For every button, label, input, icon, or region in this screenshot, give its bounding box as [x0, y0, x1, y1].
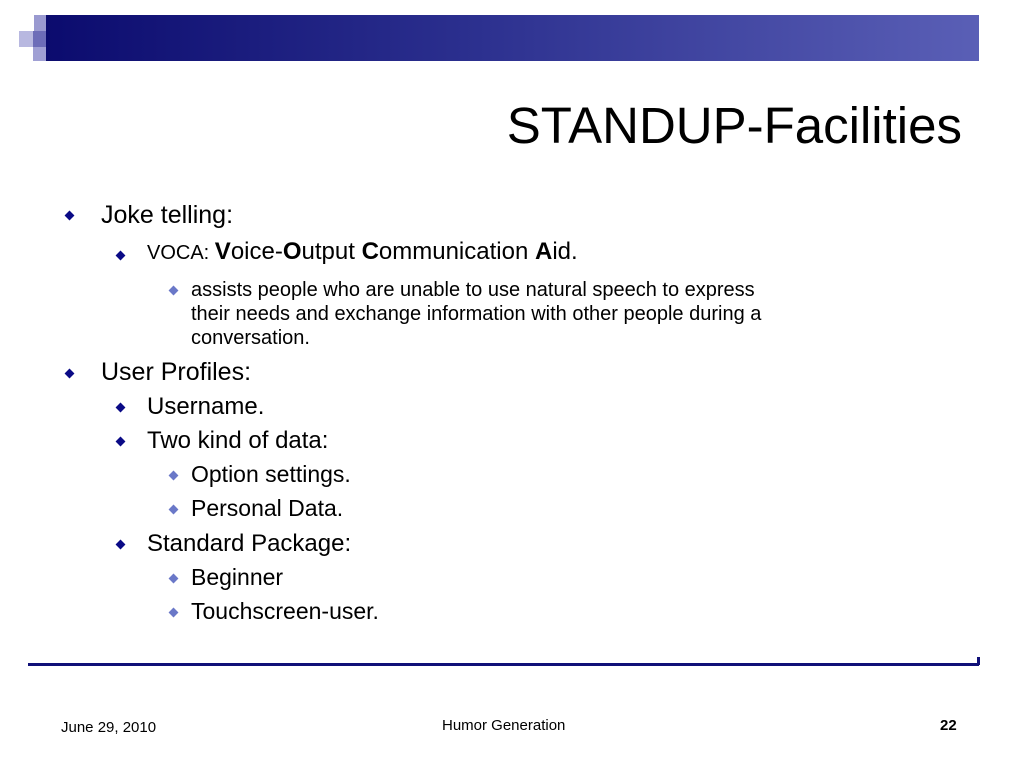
text-line: conversation. — [191, 327, 310, 349]
acronym-letter: V — [214, 238, 231, 265]
header-bar — [44, 15, 979, 61]
header-decoration-square — [33, 47, 46, 61]
text-line: assists people who are unable to use natural speech to express — [191, 279, 755, 301]
header-decoration-square — [19, 31, 33, 47]
footer-divider-tick — [977, 657, 980, 665]
footer-date: June 29, 2010 — [61, 719, 157, 736]
list-item: Username. — [147, 393, 265, 420]
slide-title: STANDUP-Facilities — [506, 97, 962, 154]
bullet-marker-icon — [65, 369, 75, 379]
footer-title: Humor Generation — [442, 717, 566, 734]
header-decoration-square — [34, 15, 46, 31]
acronym-letter: O — [282, 238, 302, 265]
text-fragment: utput — [301, 238, 362, 265]
bullet-marker-icon — [65, 211, 75, 221]
bullet-marker-icon — [169, 608, 179, 618]
text-line: their needs and exchange information with other people during a — [191, 303, 762, 325]
text-fragment: id. — [552, 238, 578, 265]
list-item: Option settings. — [191, 461, 351, 487]
text-fragment: ommunication — [378, 238, 535, 265]
list-item — [147, 238, 578, 266]
list-item: Joke telling: — [101, 201, 234, 229]
list-item: Touchscreen-user. — [191, 598, 379, 624]
bullet-marker-icon — [169, 471, 179, 481]
bullet-marker-icon — [169, 505, 179, 515]
bullet-marker-icon — [169, 574, 179, 584]
header-decoration-square — [33, 31, 46, 47]
bullet-marker-icon — [116, 251, 126, 261]
bullet-marker-icon — [169, 286, 179, 296]
list-item: Standard Package: — [147, 530, 352, 557]
bullet-marker-icon — [116, 403, 126, 413]
list-item: Two kind of data: — [147, 427, 329, 454]
bullet-marker-icon — [116, 437, 126, 447]
bullet-marker-icon — [116, 540, 126, 550]
acronym-letter: A — [534, 238, 553, 265]
text-fragment: oice- — [230, 238, 283, 265]
footer-divider — [28, 663, 979, 666]
page-number: 22 — [940, 717, 957, 734]
list-item — [191, 278, 761, 350]
list-item: User Profiles: — [101, 358, 252, 386]
list-item: Personal Data. — [191, 495, 344, 521]
acronym-letter: C — [361, 238, 379, 265]
list-item: Beginner — [191, 564, 284, 590]
voca-label: VOCA: — [147, 242, 215, 264]
